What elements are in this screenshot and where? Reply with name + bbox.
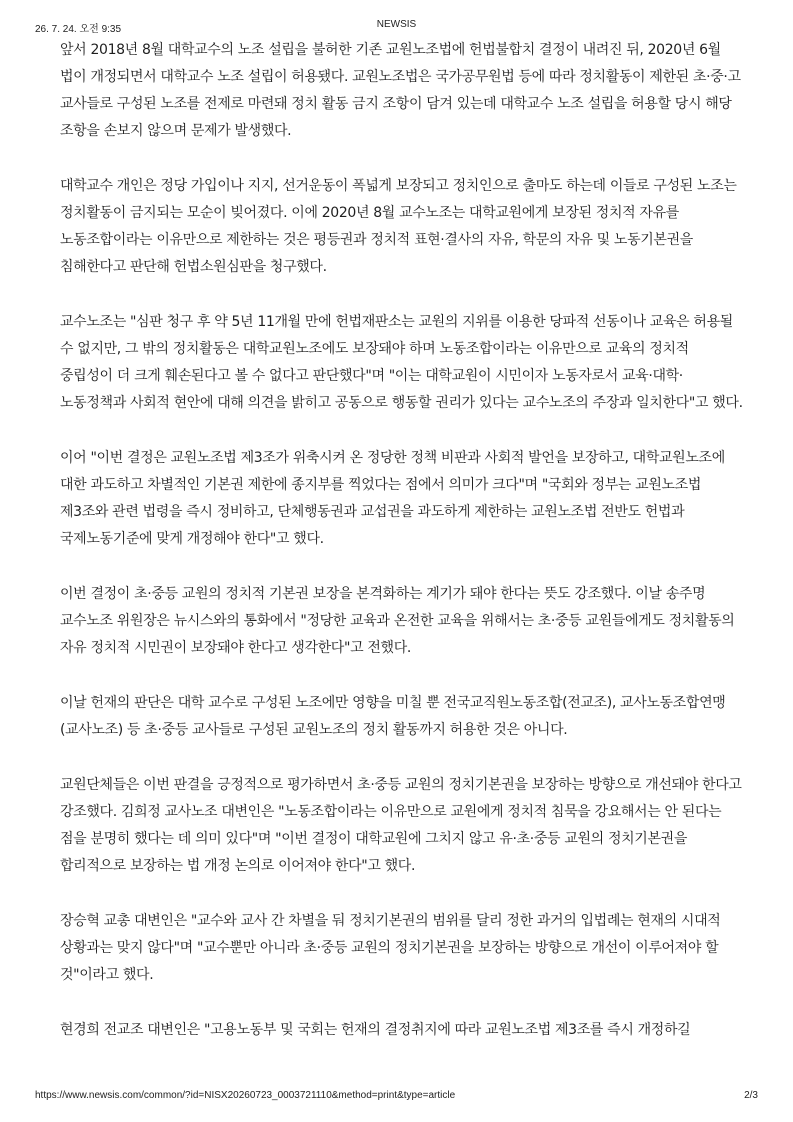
article-paragraph: 장승혁 교총 대변인은 "교수와 교사 간 차별을 둬 정치기본권의 범위를 달리 정한 과거의 입법례는 현재의 시대적 상황과는 맞지 않다"며 "교수뿐만 아니라 초·중등 교원의 정치기본권을 보장하는 방향으로 개선이 이루어져야 할 것"이라고 했다. — [60, 913, 721, 983]
article-paragraph: 이어 "이번 결정은 교원노조법 제3조가 위축시켜 온 정당한 정책 비판과 사회적 발언을 보장하고, 대학교원노조에 대한 과도하고 차별적인 기본권 제한에 종지부를 찍었다는 점에서 의미가 크다"며 "국회와 정부는 교원노조법 제3조와 관련 법령을 즉시 정비하고, 단체행동권과 교섭권을 과도하게 제한하는 교원노조법 전반도 헌법과 국제노동기준에 맞게 개정해야 한다"고 했다. — [60, 450, 725, 547]
article-paragraph: 이날 헌재의 판단은 대학 교수로 구성된 노조에만 영향을 미칠 뿐 전국교직원노동조합(전교조), 교사노동조합연맹(교사노조) 등 초·중등 교사들로 구성된 교원노조의 정치 활동까지 허용한 것은 아니다. — [60, 695, 726, 738]
article-paragraph: 앞서 2018년 8월 대학교수의 노조 설립을 불허한 기존 교원노조법에 헌법불합치 결정이 내려진 뒤, 2020년 6월 법이 개정되면서 대학교수 노조 설립이 허용됐다. 교원노조법은 국가공무원법 등에 따라 정치활동이 제한된 초·중·고 교사들로 구성된 노조를 전제로 마련돼 정치 활동 금지 조항이 담겨 있는데 대학교수 노조 설립을 허용할 당시 해당 조항을 손보지 않으며 문제가 발생했다. — [60, 42, 741, 139]
site-name: NEWSIS — [376, 19, 417, 30]
print-datetime: 26. 7. 24. 오전 9:35 — [35, 24, 122, 35]
article-paragraph: 대학교수 개인은 정당 가입이나 지지, 선거운동이 폭넓게 보장되고 정치인으로 출마도 하는데 이들로 구성된 노조는 정치활동이 금지되는 모순이 빚어졌다. 이에 2020년 8월 교수노조는 대학교원에게 보장된 정치적 자유를 노동조합이라는 이유만으로 제한하는 것은 평등권과 정치적 표현·결사의 자유, 학문의 자유 및 노동기본권을 침해한다고 판단해 헌법소원심판을 청구했다. — [60, 178, 737, 275]
article-paragraph: 교수노조는 "심판 청구 후 약 5년 11개월 만에 헌법재판소는 교원의 지위를 이용한 당파적 선동이나 교육은 허용될 수 없지만, 그 밖의 정치활동은 대학교원노조에도 보장돼야 하며 노동조합이라는 이유만으로 교육의 정치적 중립성이 더 크게 훼손된다고 볼 수 없다고 판단했다"며 "이는 대학교원이 시민이자 노동자로서 교육·대학·노동정책과 사회적 현안에 대해 의견을 밝히고 공동으로 행동할 권리가 있다는 교수노조의 주장과 일치한다"고 했다. — [60, 314, 743, 411]
page-number: 2/3 — [744, 1090, 758, 1101]
print-header — [0, 16, 793, 35]
article-url: https://www.newsis.com/common/?id=NISX20260723_0003721110&method=print&type=article — [35, 1090, 456, 1101]
article-body — [60, 37, 743, 1072]
print-footer — [0, 1090, 793, 1104]
article-paragraph: 현경희 전교조 대변인은 "고용노동부 및 국회는 헌재의 결정취지에 따라 교원노조법 제3조를 즉시 개정하길 — [60, 1022, 691, 1038]
article-paragraph: 이번 결정이 초·중등 교원의 정치적 기본권 보장을 본격화하는 계기가 돼야 한다는 뜻도 강조했다. 이날 송주명 교수노조 위원장은 뉴시스와의 통화에서 "정당한 교육과 온전한 교육을 위해서는 초·중등 교원들에게도 정치활동의 자유 정치적 시민권이 보장돼야 한다고 생각한다"고 전했다. — [60, 586, 735, 656]
article-paragraph: 교원단체들은 이번 판결을 긍정적으로 평가하면서 초·중등 교원의 정치기본권을 보장하는 방향으로 개선돼야 한다고 강조했다. 김희정 교사노조 대변인은 "노동조합이라는 이유만으로 교원에게 정치적 침묵을 강요해서는 안 된다는 점을 분명히 했다는 데 의미 있다"며 "이번 결정이 대학교원에 그치지 않고 유·초·중등 교원의 정치기본권을 합리적으로 보장하는 법 개정 논의로 이어져야 한다"고 했다. — [60, 777, 742, 874]
